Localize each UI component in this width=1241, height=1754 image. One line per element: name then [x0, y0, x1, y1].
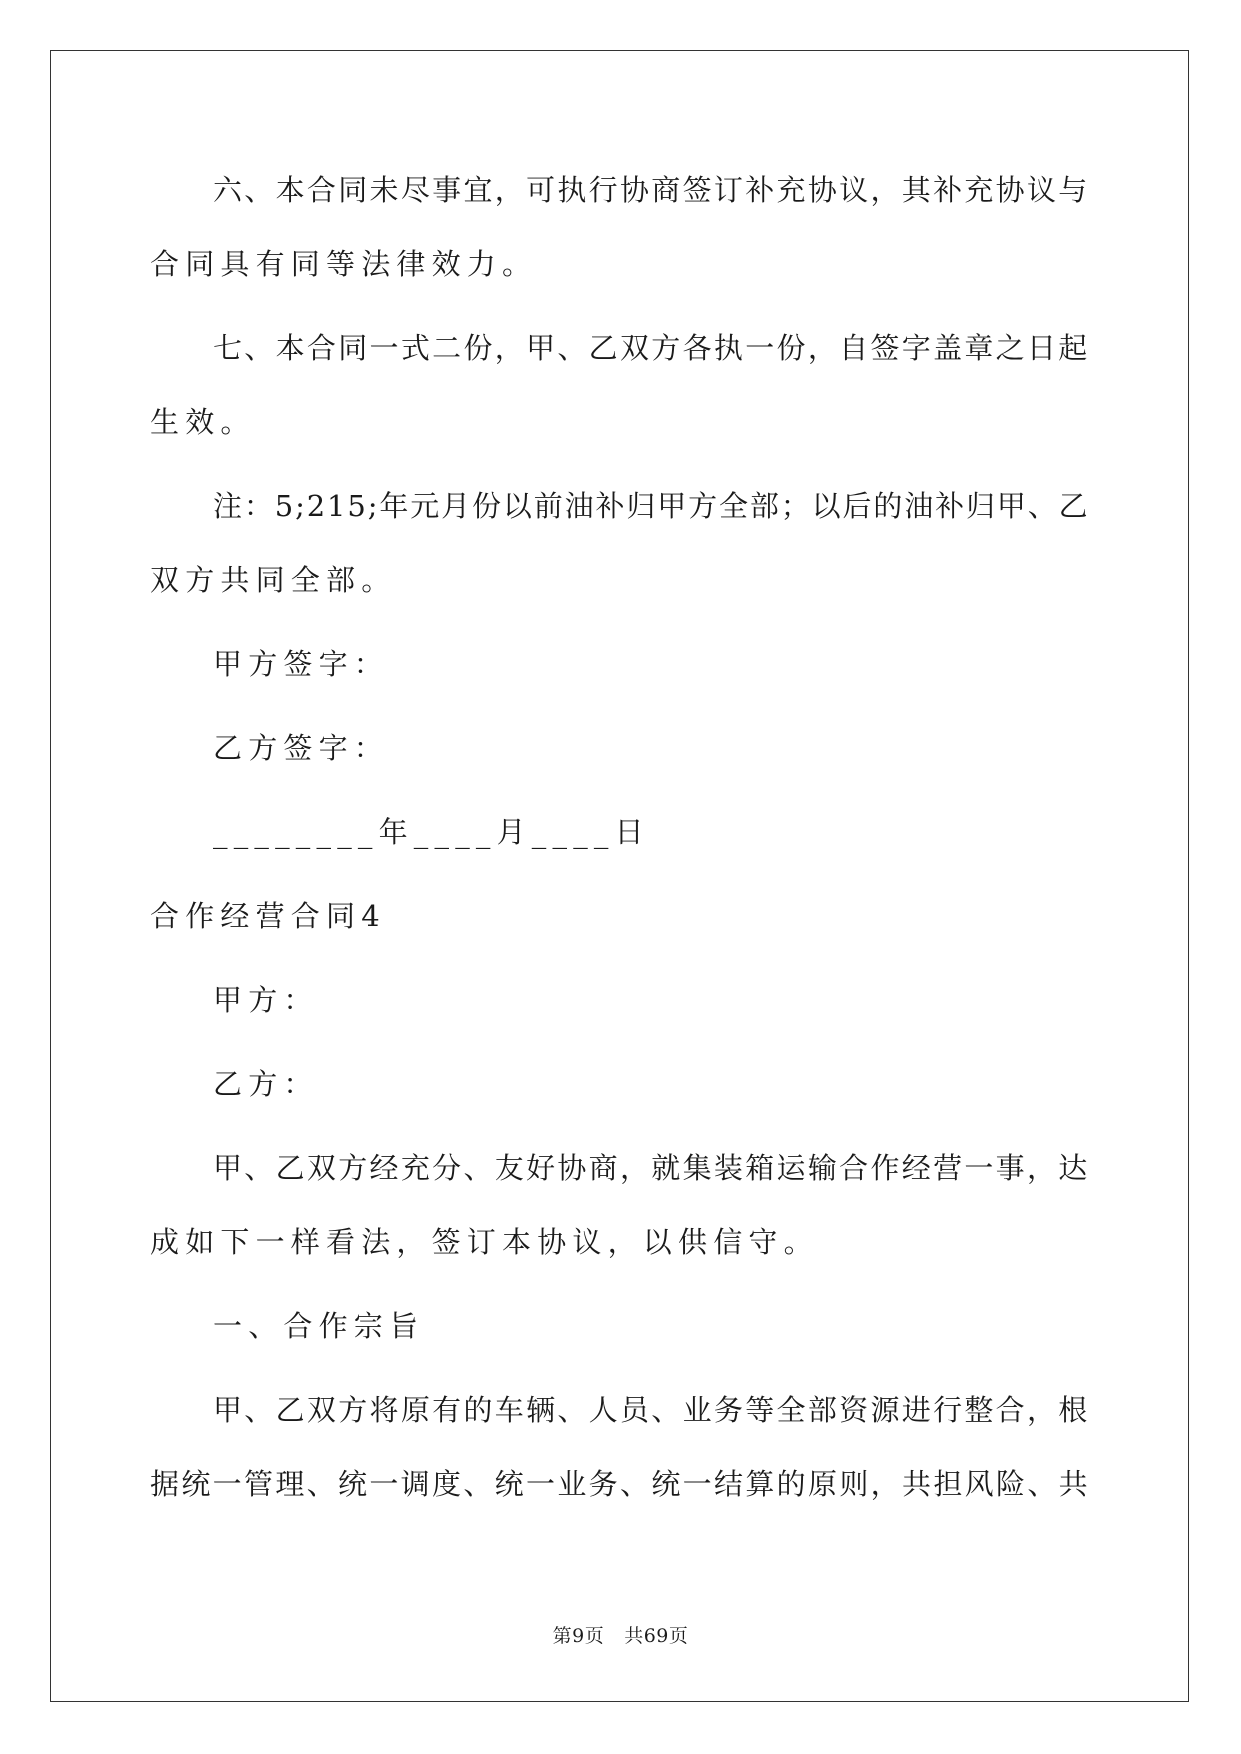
- note-line-1: 注：5;215;年元月份以前油补归甲方全部；以后的油补归甲、乙: [213, 489, 1090, 523]
- purpose-line-1: 甲、乙双方将原有的车辆、人员、业务等全部资源进行整合，根: [213, 1393, 1090, 1427]
- party-b-label: 乙方：: [213, 1067, 319, 1101]
- party-b-signature: 乙方签字：: [213, 731, 390, 765]
- page-number: 第9页: [552, 1625, 605, 1647]
- section-title: 合作经营合同4: [150, 899, 386, 933]
- clause-six-line-2: 合同具有同等法律效力。: [150, 247, 538, 281]
- page-total: 共69页: [624, 1625, 689, 1647]
- clause-seven-line-2: 生效。: [150, 405, 256, 439]
- clause-seven-line-1: 七、本合同一式二份，甲、乙双方各执一份，自签字盖章之日起: [213, 331, 1090, 365]
- clause-six-line-1: 六、本合同未尽事宜，可执行协商签订补充协议，其补充协议与: [213, 173, 1090, 207]
- note-line-2: 双方共同全部。: [150, 563, 397, 597]
- preamble-line-1: 甲、乙双方经充分、友好协商，就集装箱运输合作经营一事，达: [213, 1151, 1090, 1185]
- preamble-line-2: 成如下一样看法，签订本协议，以供信守。: [150, 1225, 819, 1259]
- page-footer: [0, 1623, 1241, 1649]
- date-line: ________年____月____日: [213, 815, 650, 849]
- page-border: [50, 50, 1189, 1702]
- purpose-line-2: 据统一管理、统一调度、统一业务、统一结算的原则，共担风险、共: [150, 1467, 1091, 1501]
- heading-cooperation-purpose: 一、合作宗旨: [213, 1309, 425, 1343]
- party-a-signature: 甲方签字：: [213, 647, 390, 681]
- party-a-label: 甲方：: [213, 983, 319, 1017]
